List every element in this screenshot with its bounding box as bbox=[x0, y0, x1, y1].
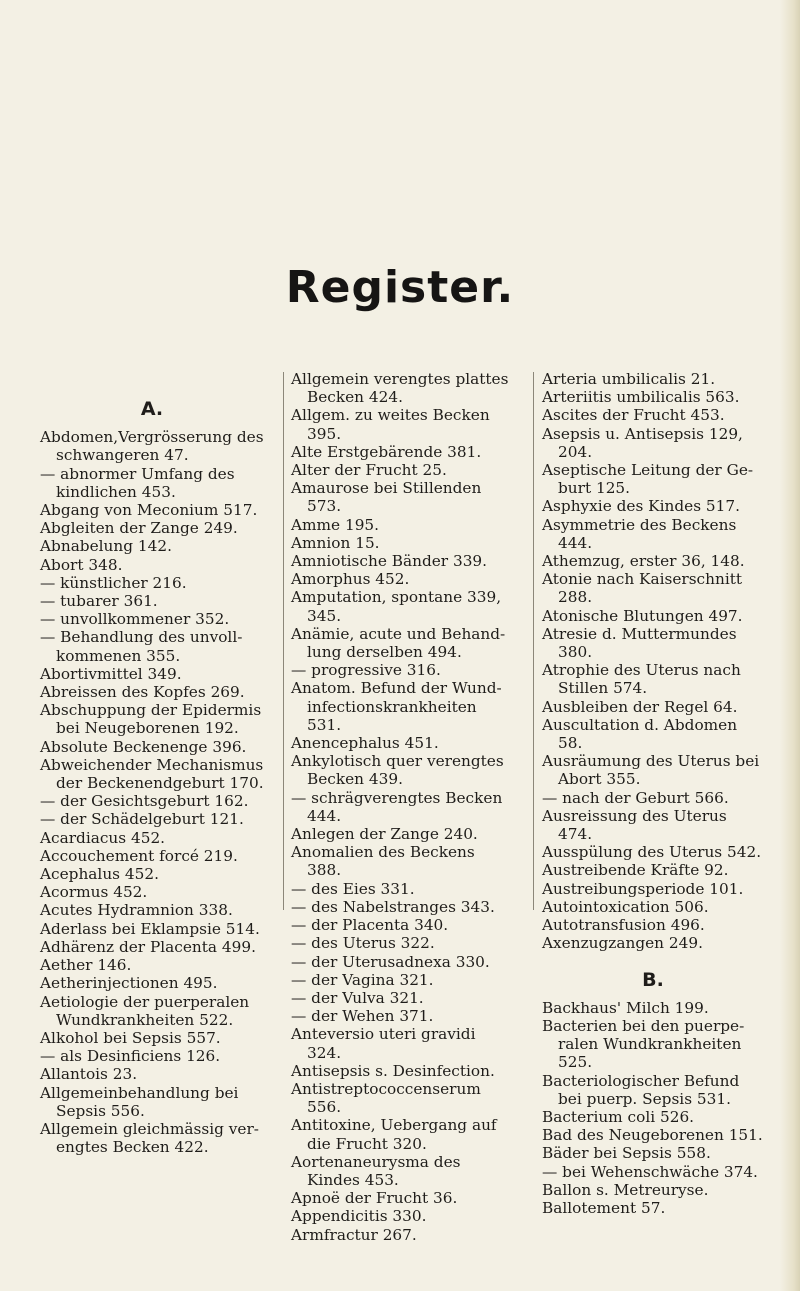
index-entry: Ausspülung des Uterus 542. bbox=[542, 843, 762, 862]
index-entry: Allantois 23. bbox=[40, 1065, 138, 1084]
index-entry: Anencephalus 451. bbox=[291, 734, 439, 753]
index-entry: Asphyxie des Kindes 517. bbox=[542, 497, 740, 516]
index-entry: Axenzugzangen 249. bbox=[542, 934, 703, 953]
index-entry: Amnion 15. bbox=[291, 533, 380, 552]
index-entry: Anomalien des Beckens 388. bbox=[291, 843, 475, 880]
index-entry: Ballon s. Metreuryse. bbox=[542, 1180, 709, 1199]
index-entry: Bäder bei Sepsis 558. bbox=[542, 1144, 711, 1163]
index-entry: — bei Wehenschwäche 374. bbox=[542, 1162, 758, 1181]
index-entry: Atresie d. Muttermundes 380. bbox=[542, 624, 737, 662]
index-entry: Ballotement 57. bbox=[542, 1198, 666, 1217]
index-entry: — des Nabelstranges 343. bbox=[291, 897, 495, 916]
index-entry: Anämie, acute und Behand-lung derselben 494. bbox=[291, 624, 506, 662]
index-entry: Amme 195. bbox=[291, 515, 380, 534]
index-entry: — Behandlung des unvoll-kommenen 355. bbox=[40, 628, 243, 665]
index-entry: Allgem. zu weites Becken 395. bbox=[291, 406, 490, 443]
index-entry: Ausräumung des Uterus bei Abort 355. bbox=[542, 752, 760, 789]
index-entry: Abweichender Mechanismus der Beckenendgeburt 170. bbox=[40, 755, 264, 793]
index-entry: Antistreptococcenserum 556. bbox=[291, 1079, 481, 1117]
index-entry: Alter der Frucht 25. bbox=[291, 461, 447, 480]
index-entry: Alkohol bei Sepsis 557. bbox=[40, 1028, 221, 1047]
index-entry: — schrägverengtes Becken 444. bbox=[291, 788, 503, 825]
index-entry: Amaurose bei Stillenden 573. bbox=[291, 479, 482, 516]
index-entry: Bacteriologischer Befund bei puerp. Sepsis 531. bbox=[542, 1071, 740, 1108]
page-title: Register. bbox=[285, 262, 515, 313]
index-entry: Allgemein gleichmässig ver-engtes Becken 422. bbox=[40, 1119, 259, 1157]
index-entry: Anatom. Befund der Wund-infectionskrankheiten 531. bbox=[291, 679, 502, 734]
index-entry: Asymmetrie des Beckens 444. bbox=[542, 515, 737, 552]
index-entry: Ascites der Frucht 453. bbox=[542, 406, 725, 425]
index-entry: Aether 146. bbox=[40, 956, 132, 975]
index-entry: — der Gesichtsgeburt 162. bbox=[40, 792, 249, 811]
index-entry: Abdomen,Vergrösserung des schwangeren 47. bbox=[40, 428, 264, 465]
index-entry: Auscultation d. Abdomen 58. bbox=[542, 715, 738, 753]
index-entry: Austreibende Kräfte 92. bbox=[542, 861, 729, 880]
index-entry: Abort 348. bbox=[40, 555, 123, 574]
index-entry: — nach der Geburt 566. bbox=[542, 788, 729, 807]
index-entry: Abgang von Meconium 517. bbox=[40, 501, 258, 520]
index-entry: Allgemein verengtes plattes Becken 424. bbox=[291, 370, 509, 407]
index-column-1 bbox=[40, 370, 264, 1156]
index-entry: Aseptische Leitung der Ge-burt 125. bbox=[542, 461, 754, 498]
index-entry: Athemzug, erster 36, 148. bbox=[542, 552, 745, 571]
index-entry: Amorphus 452. bbox=[291, 570, 410, 589]
index-entry: Abortivmittel 349. bbox=[40, 664, 182, 683]
index-entry: — abnormer Umfang des kindlichen 453. bbox=[40, 464, 235, 501]
index-entry: — der Vagina 321. bbox=[291, 970, 434, 989]
index-entry: — der Wehen 371. bbox=[291, 1007, 434, 1026]
index-entry: Alte Erstgebärende 381. bbox=[291, 442, 482, 461]
index-entry: — tubarer 361. bbox=[40, 592, 158, 611]
index-entry: — der Uterusadnexa 330. bbox=[291, 952, 490, 971]
index-entry: Abgleiten der Zange 249. bbox=[40, 519, 238, 538]
index-entry: Bad des Neugeborenen 151. bbox=[542, 1126, 763, 1145]
index-entry: Austreibungsperiode 101. bbox=[542, 879, 744, 898]
index-column-2 bbox=[291, 370, 513, 1244]
index-entry: Asepsis u. Antisepsis 129, 204. bbox=[542, 424, 743, 461]
index-entry: Acutes Hydramnion 338. bbox=[40, 901, 233, 920]
index-entry: Aetherinjectionen 495. bbox=[40, 974, 218, 993]
index-entry: Aderlass bei Eklampsie 514. bbox=[40, 919, 260, 938]
index-entry: Amputation, spontane 339, 345. bbox=[291, 588, 502, 625]
index-entry: Bacterium coli 526. bbox=[542, 1107, 695, 1126]
index-entry: Armfractur 267. bbox=[291, 1225, 417, 1244]
index-entry: Autotransfusion 496. bbox=[542, 916, 705, 935]
index-entry: Aortenaneurysma des Kindes 453. bbox=[291, 1152, 461, 1189]
index-entry: Ausreissung des Uterus 474. bbox=[542, 806, 727, 844]
index-entry: Aetiologie der puerperalen Wundkrankheiten 522. bbox=[40, 992, 250, 1029]
index-entry: Antitoxine, Uebergang auf die Frucht 320. bbox=[291, 1116, 497, 1153]
index-column-3 bbox=[542, 370, 764, 1217]
index-entry: Arteriitis umbilicalis 563. bbox=[542, 388, 740, 407]
column-divider bbox=[283, 372, 284, 910]
index-entry: — künstlicher 216. bbox=[40, 573, 187, 592]
index-entry: Abreissen des Kopfes 269. bbox=[40, 683, 245, 702]
index-entry: — als Desinficiens 126. bbox=[40, 1047, 221, 1066]
index-entry: Atrophie des Uterus nach Stillen 574. bbox=[542, 661, 741, 698]
index-entry: — des Eies 331. bbox=[291, 879, 415, 898]
index-entry: Acephalus 452. bbox=[40, 865, 159, 884]
index-entry: Acormus 452. bbox=[40, 883, 148, 902]
index-entry: — progressive 316. bbox=[291, 661, 441, 680]
column-divider bbox=[533, 372, 534, 910]
index-entry: Abnabelung 142. bbox=[40, 537, 172, 556]
section-letter: B. bbox=[642, 968, 664, 991]
index-entry: Atonie nach Kaiserschnitt 288. bbox=[542, 570, 743, 607]
index-entry: Acardiacus 452. bbox=[40, 828, 166, 847]
index-entry: Allgemeinbehandlung bei Sepsis 556. bbox=[40, 1083, 239, 1120]
index-entry: Anteversio uteri gravidi 324. bbox=[291, 1025, 476, 1062]
index-entry: Amniotische Bänder 339. bbox=[291, 552, 488, 571]
index-entry: — unvollkommener 352. bbox=[40, 610, 230, 629]
index-entry: Anlegen der Zange 240. bbox=[291, 825, 478, 844]
index-entry: Atonische Blutungen 497. bbox=[542, 606, 743, 625]
index-entry: Bacterien bei den puerpe-ralen Wundkrankheiten 525. bbox=[542, 1016, 745, 1072]
index-entry: Adhärenz der Placenta 499. bbox=[40, 937, 256, 956]
index-entry: Antisepsis s. Desinfection. bbox=[291, 1061, 495, 1080]
index-entry: — der Vulva 321. bbox=[291, 988, 424, 1007]
index-entry: — der Placenta 340. bbox=[291, 916, 449, 935]
index-entry: — des Uterus 322. bbox=[291, 934, 435, 953]
index-entry: Autointoxication 506. bbox=[542, 897, 709, 916]
index-entry: Appendicitis 330. bbox=[291, 1207, 427, 1226]
index-entry: Ausbleiben der Regel 64. bbox=[542, 697, 738, 716]
index-entry: — der Schädelgeburt 121. bbox=[40, 810, 244, 829]
section-letter: A. bbox=[140, 398, 164, 420]
index-entry: Ankylotisch quer verengtes Becken 439. bbox=[291, 752, 504, 789]
index-entry: Abschuppung der Epidermis bei Neugeborenen 192. bbox=[40, 701, 262, 738]
index-entry: Arteria umbilicalis 21. bbox=[542, 370, 716, 388]
index-entry: Absolute Beckenenge 396. bbox=[40, 737, 247, 756]
index-entry: Apnoë der Frucht 36. bbox=[291, 1189, 458, 1208]
index-entry: Backhaus' Milch 199. bbox=[542, 998, 709, 1017]
page-edge bbox=[780, 0, 800, 1291]
index-entry: Accouchement forcé 219. bbox=[40, 846, 238, 865]
